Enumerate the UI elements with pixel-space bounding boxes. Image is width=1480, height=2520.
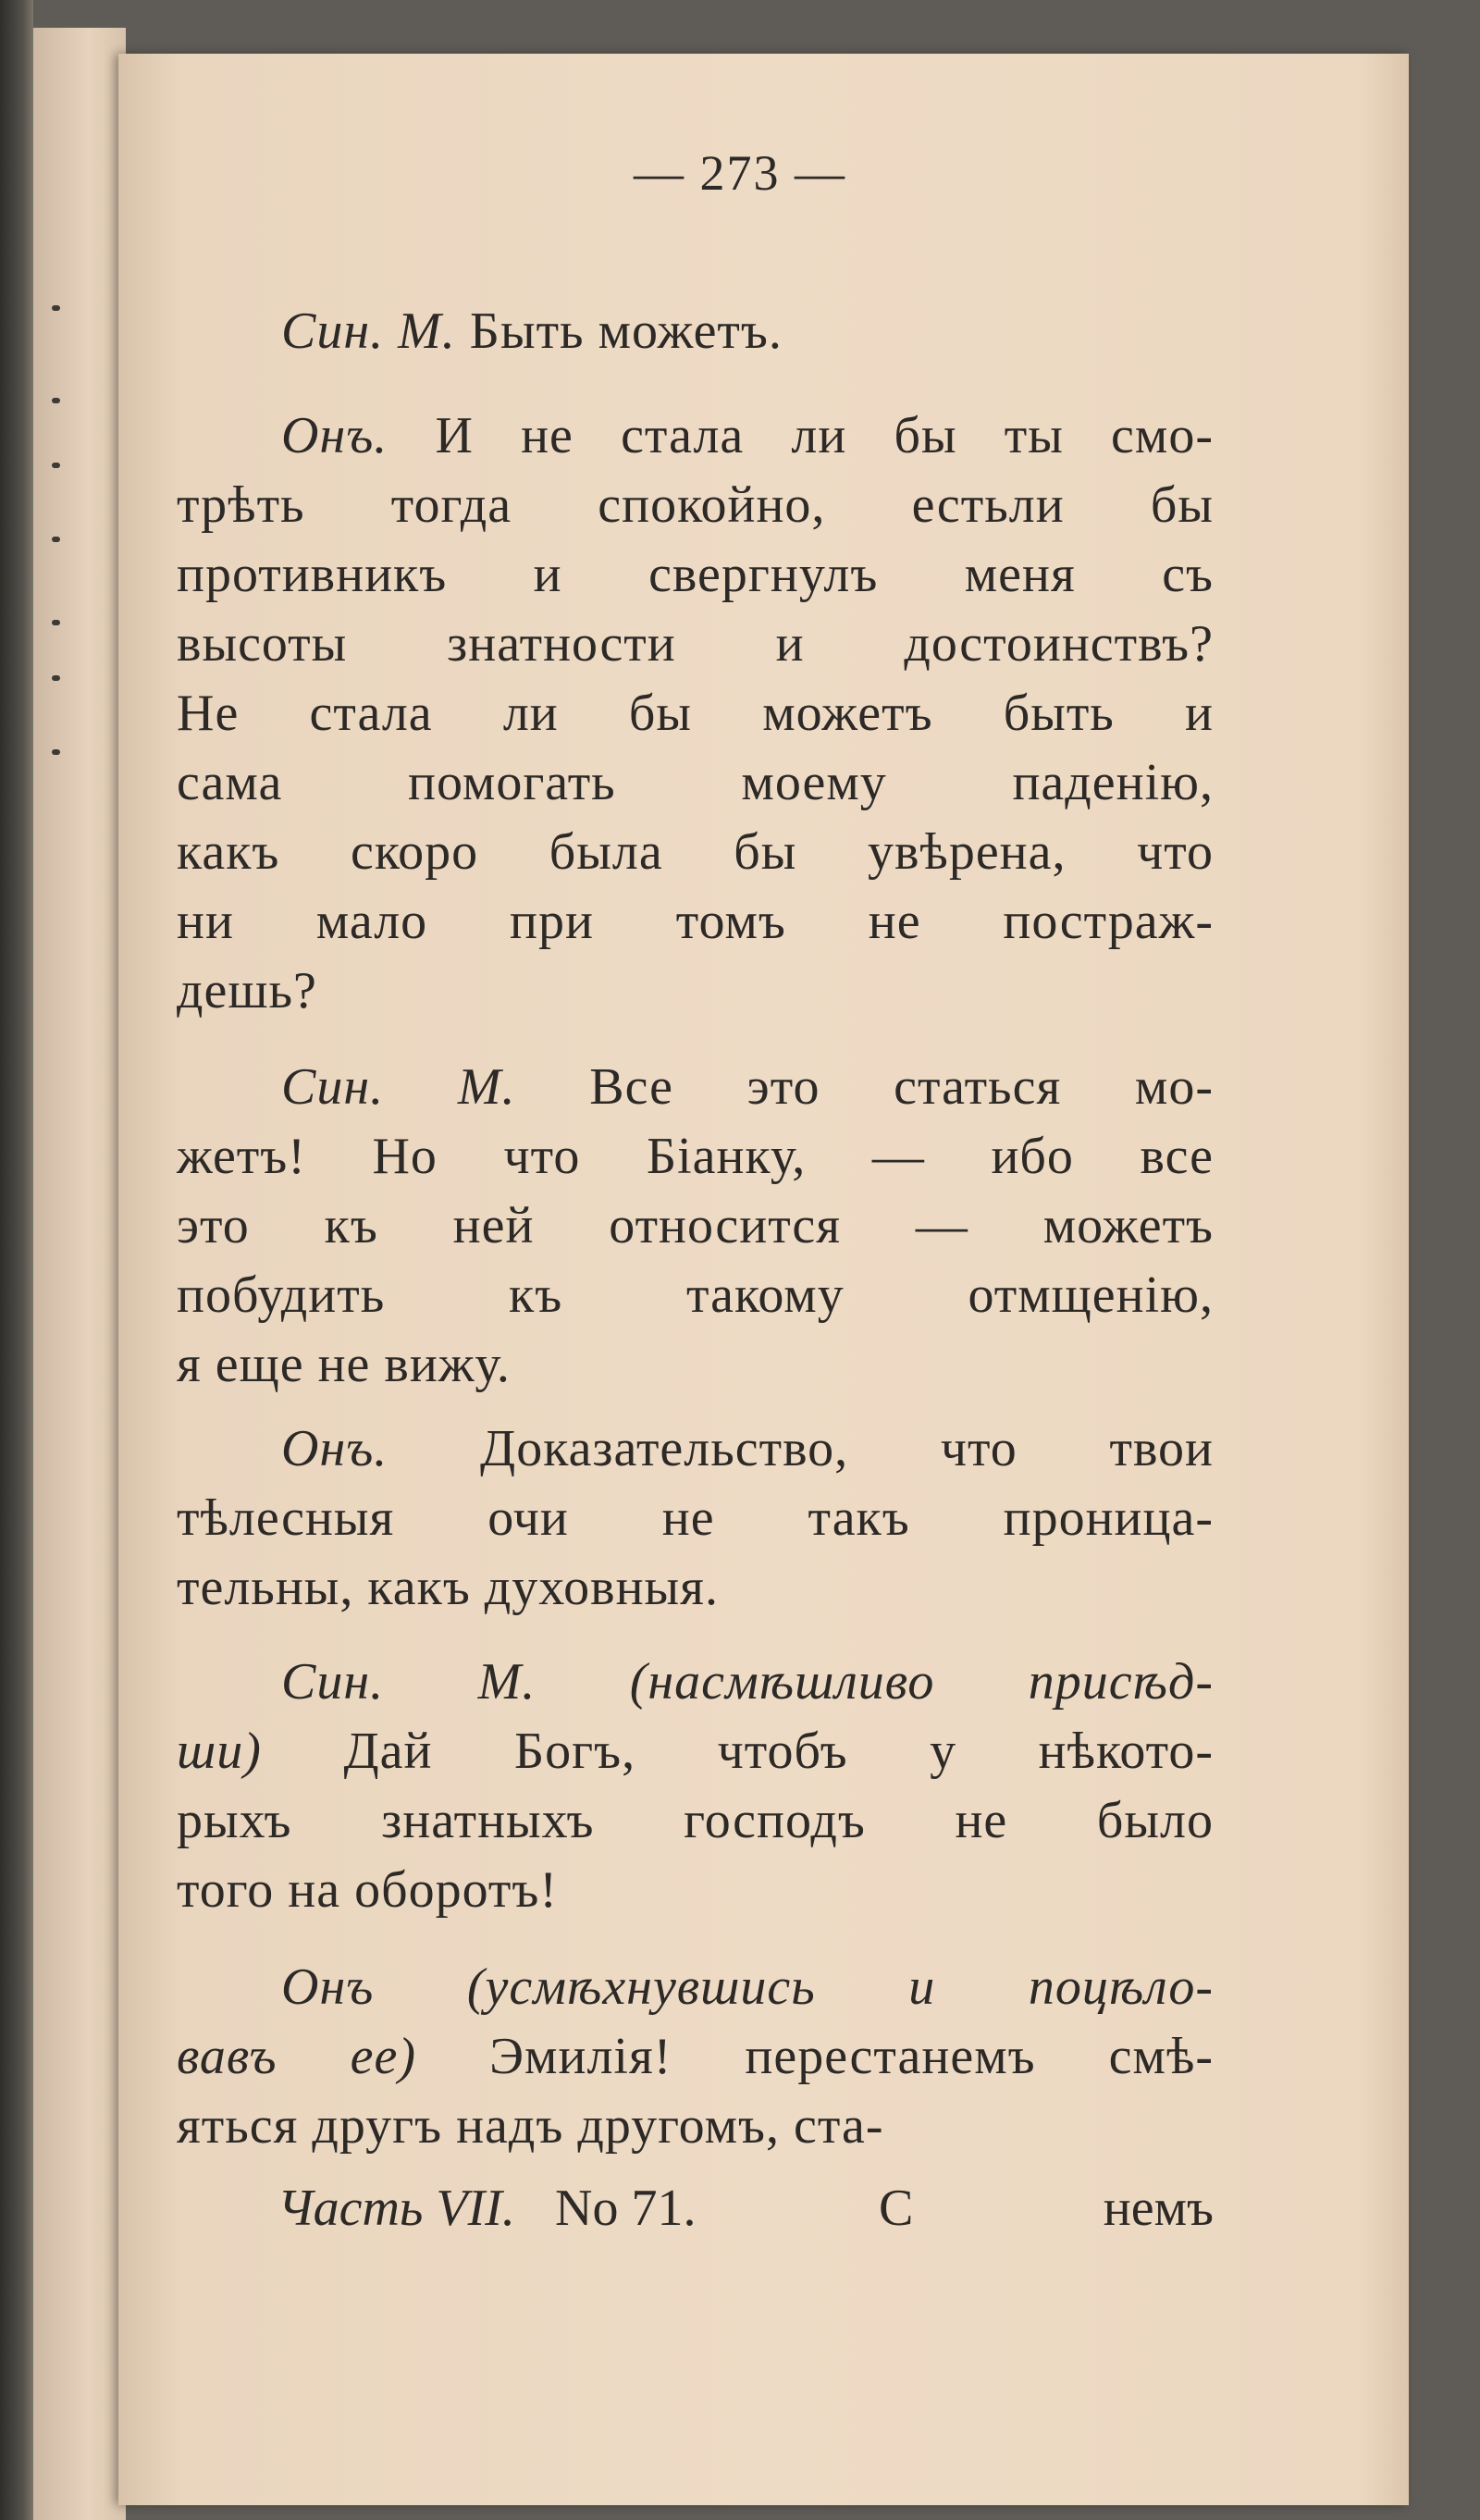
roman-text: Дай Богъ, чтобъ у нѣкото- [261,1723,1214,1780]
text-line [177,610,1214,679]
roman-text: противникъ и свергнулъ меня съ [177,546,1214,603]
italic-text: Син. М. (насмѣшливо присѣд- [281,1653,1214,1711]
text-line [177,2022,1214,2092]
text-line [177,818,1214,887]
text-line [177,1648,1214,1717]
text-line [177,1484,1214,1553]
text-line [177,748,1214,818]
text-line [177,1717,1214,1786]
roman-text: какъ скоро была бы увѣрена, что [177,823,1214,881]
text-line [177,1192,1214,1261]
text-line [177,957,1214,1026]
italic-text: Син. М. [281,303,456,360]
roman-text: тѣлесныя очи не такъ проница- [177,1489,1214,1547]
text-line [177,887,1214,957]
roman-text: дешь? [177,962,317,1019]
roman-text: ни мало при томъ не постраж- [177,893,1214,950]
catchword: немъ [1103,2180,1214,2237]
text-line [177,679,1214,748]
roman-text: трѣть тогда спокойно, естьли бы [177,476,1214,534]
roman-text: высоты знатности и достоинствъ? [177,615,1214,673]
text-line [177,1856,1214,1925]
ink-mark [52,398,60,403]
text-line [177,540,1214,610]
paragraph [177,401,1214,1026]
roman-text: это къ ней относится — можетъ [177,1197,1214,1254]
roman-text: Эмилія! перестанемъ смѣ- [416,2028,1215,2085]
footer-number: No 71. [555,2180,697,2237]
text-line [177,1122,1214,1192]
facing-page-edge [33,28,126,2520]
ink-mark [52,463,60,468]
roman-text: побудить къ такому отмщенію, [177,1266,1214,1324]
roman-text: сама помогать моему паденію, [177,754,1214,811]
roman-text: Доказательство, что твои [388,1420,1214,1477]
roman-text: тельны, какъ духовныя. [177,1559,719,1616]
text-line [177,1261,1214,1330]
roman-text: Все это статься мо- [515,1058,1214,1116]
page-footer [278,2174,1214,2243]
italic-text: ши) [177,1723,262,1780]
ink-mark [52,749,60,755]
ink-mark [52,305,60,311]
page-number: — 273 — [634,145,846,201]
italic-text: вавъ ее) [177,2028,416,2085]
italic-text: Син. М. [281,1058,516,1116]
paragraph [177,1648,1214,1925]
ink-mark [52,537,60,542]
text-line [177,401,1214,471]
roman-text: Не стала ли бы можетъ быть и [177,685,1214,742]
text-line [177,297,1214,366]
book-binding [0,0,33,2520]
roman-text: И не стала ли бы ты смо- [388,407,1214,464]
roman-text: яться другъ надъ другомъ, ста- [177,2097,884,2155]
italic-text: Онъ (усмѣхнувшись и поцѣло- [281,1958,1214,2016]
paragraph [177,1953,1214,2161]
signature-mark: С [879,2180,914,2237]
roman-text: рыхъ знатныхъ господъ не было [177,1792,1214,1849]
roman-text: того на оборотъ! [177,1861,558,1919]
paragraph [177,297,1214,366]
paragraph [177,1053,1214,1400]
paragraph [177,1414,1214,1623]
text-line [177,2092,1214,2161]
footer-part-label: Часть VII. [278,2180,515,2237]
italic-text: Онъ. [281,407,388,464]
text-line [177,1330,1214,1400]
text-line [177,1053,1214,1122]
text-line [177,1953,1214,2022]
text-line [177,1414,1214,1484]
ink-mark [52,620,60,625]
text-line [177,1786,1214,1856]
text-line [177,471,1214,540]
ink-mark [52,675,60,681]
roman-text: Быть можетъ. [455,303,783,360]
roman-text: я еще не вижу. [177,1336,511,1393]
roman-text: жетъ! Но что Біанку, — ибо все [177,1128,1214,1185]
italic-text: Онъ. [281,1420,388,1477]
text-line [177,1553,1214,1623]
